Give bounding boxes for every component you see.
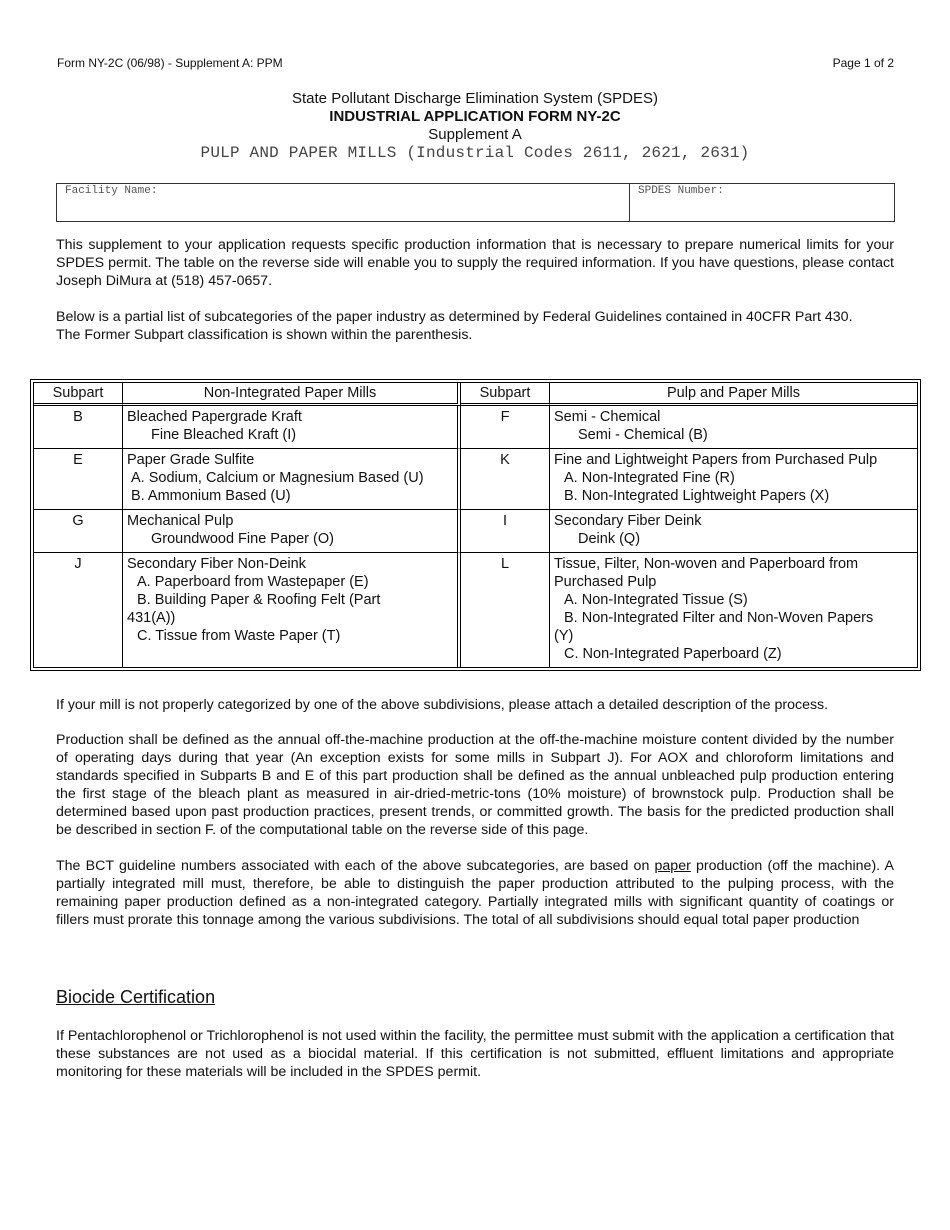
non-integrated-cell: Mechanical Pulp Groundwood Fine Paper (O) (123, 510, 461, 553)
table-row (34, 553, 917, 667)
form-title-block (0, 90, 950, 162)
subpart-code: E (34, 449, 123, 510)
header-pulp-paper: Pulp and Paper Mills (550, 383, 917, 406)
facility-name-field[interactable] (57, 184, 630, 221)
form-id: Form NY-2C (06/98) - Supplement A: PPM (57, 56, 283, 70)
subpart-code: J (34, 553, 123, 667)
spdes-number-label: SPDES Number: (638, 185, 724, 197)
spdes-number-field[interactable] (630, 184, 894, 221)
subpart-code: B (34, 406, 123, 449)
table-row (34, 510, 917, 553)
pulp-paper-cell: Tissue, Filter, Non-woven and Paperboard from Purchased Pulp A. Non-Integrated Tissue (S) B. Non-Integrated Filter and Non-Woven Papers (Y) C. Non-Integrated Paperboard (Z) (554, 556, 874, 662)
bct-paragraph: The BCT guideline numbers associated with each of the above subcategories, are based on paper production (off the machine). A partially integrated mill must, therefore, be able to distinguish the paper production attributed to the pulping process, with the remaining paper production defined as a non-integrated category. Partially integrated mills with significant quantity of coatings or fillers must prorate this tonnage among the various subdivisions. The total of all subdivisions should equal total paper production (56, 858, 894, 928)
biocide-heading: Biocide Certification (56, 987, 216, 1007)
facility-info-box (56, 183, 895, 222)
non-integrated-cell: Secondary Fiber Non-Deink A. Paperboard from Wastepaper (E) B. Building Paper & Roofing Felt (Part 431(A)) C. Tissue from Waste Paper (T) (123, 553, 461, 667)
header-subpart-2: Subpart (461, 383, 550, 406)
production-paragraph: Production shall be defined as the annual off-the-machine production at the off-the-machine moisture content divided by the number of operating days during that year (An exception exists for some mills in Subpart J). For AOX and chloroform limitations and standards specified in Subparts B and E of this part production shall be defined as the annual unbleached pulp production entering the first stage of the bleach plant as measured in air-dried-metric-tons (10% moisture) of brownstock pulp. Production shall be determined based upon past production practices, present trends, or committed growth. The basis for the predicted production shall be described in section F. of the computational table on the reverse side of this page. (56, 732, 894, 838)
title-line-2: INDUSTRIAL APPLICATION FORM NY-2C (329, 108, 621, 125)
page-number: Page 1 of 2 (832, 56, 894, 70)
intro-paragraph-1: This supplement to your application requests specific production information that is necessary to prepare numerical limits for your SPDES permit. The table on the reverse side will enable you to supply the required information. If you have questions, please contact Joseph DiMura at (518) 457-0657. (56, 237, 894, 289)
facility-name-label: Facility Name: (65, 185, 158, 197)
header-subpart-1: Subpart (34, 383, 123, 406)
title-line-4: PULP AND PAPER MILLS (Industrial Codes 2611, 2621, 2631) (200, 144, 750, 162)
table-row (34, 449, 917, 510)
non-integrated-cell: Paper Grade Sulfite A. Sodium, Calcium or Magnesium Based (U) B. Ammonium Based (U) (123, 449, 461, 510)
paper-emphasis: paper (654, 858, 691, 874)
non-integrated-cell: Bleached Papergrade Kraft Fine Bleached Kraft (I) (123, 406, 461, 449)
header-non-integrated: Non-Integrated Paper Mills (123, 383, 461, 406)
subpart-code: G (34, 510, 123, 553)
intro-paragraph-3: The Former Subpart classification is shown within the parenthesis. (56, 327, 473, 343)
subcategory-table (30, 379, 921, 671)
subpart-code: K (461, 449, 550, 510)
table-row (34, 406, 917, 449)
subpart-code: F (461, 406, 550, 449)
table-header-row (34, 383, 917, 406)
subpart-code: L (461, 553, 550, 667)
pulp-paper-cell: Semi - Chemical Semi - Chemical (B) (550, 406, 917, 449)
subpart-code: I (461, 510, 550, 553)
title-line-3: Supplement A (428, 126, 522, 143)
pulp-paper-cell: Secondary Fiber Deink Deink (Q) (550, 510, 917, 553)
categorization-paragraph: If your mill is not properly categorized by one of the above subdivisions, please attach a detailed description of the process. (56, 697, 829, 713)
title-line-1: State Pollutant Discharge Elimination System (SPDES) (292, 90, 658, 107)
biocide-paragraph: If Pentachlorophenol or Trichlorophenol is not used within the facility, the permittee must submit with the application a certification that these substances are not used as a biocidal material. If this certification is not submitted, effluent limitations and appropriate monitoring for these materials will be included in the SPDES permit. (56, 1028, 894, 1080)
pulp-paper-cell: Fine and Lightweight Papers from Purchased Pulp A. Non-Integrated Fine (R) B. Non-Integrated Lightweight Papers (X) (550, 449, 917, 510)
intro-paragraph-2: Below is a partial list of subcategories of the paper industry as determined by Federal Guidelines contained in 40CFR Part 430. The Former Subpart classification is shown within the parenthesis. (56, 308, 894, 344)
